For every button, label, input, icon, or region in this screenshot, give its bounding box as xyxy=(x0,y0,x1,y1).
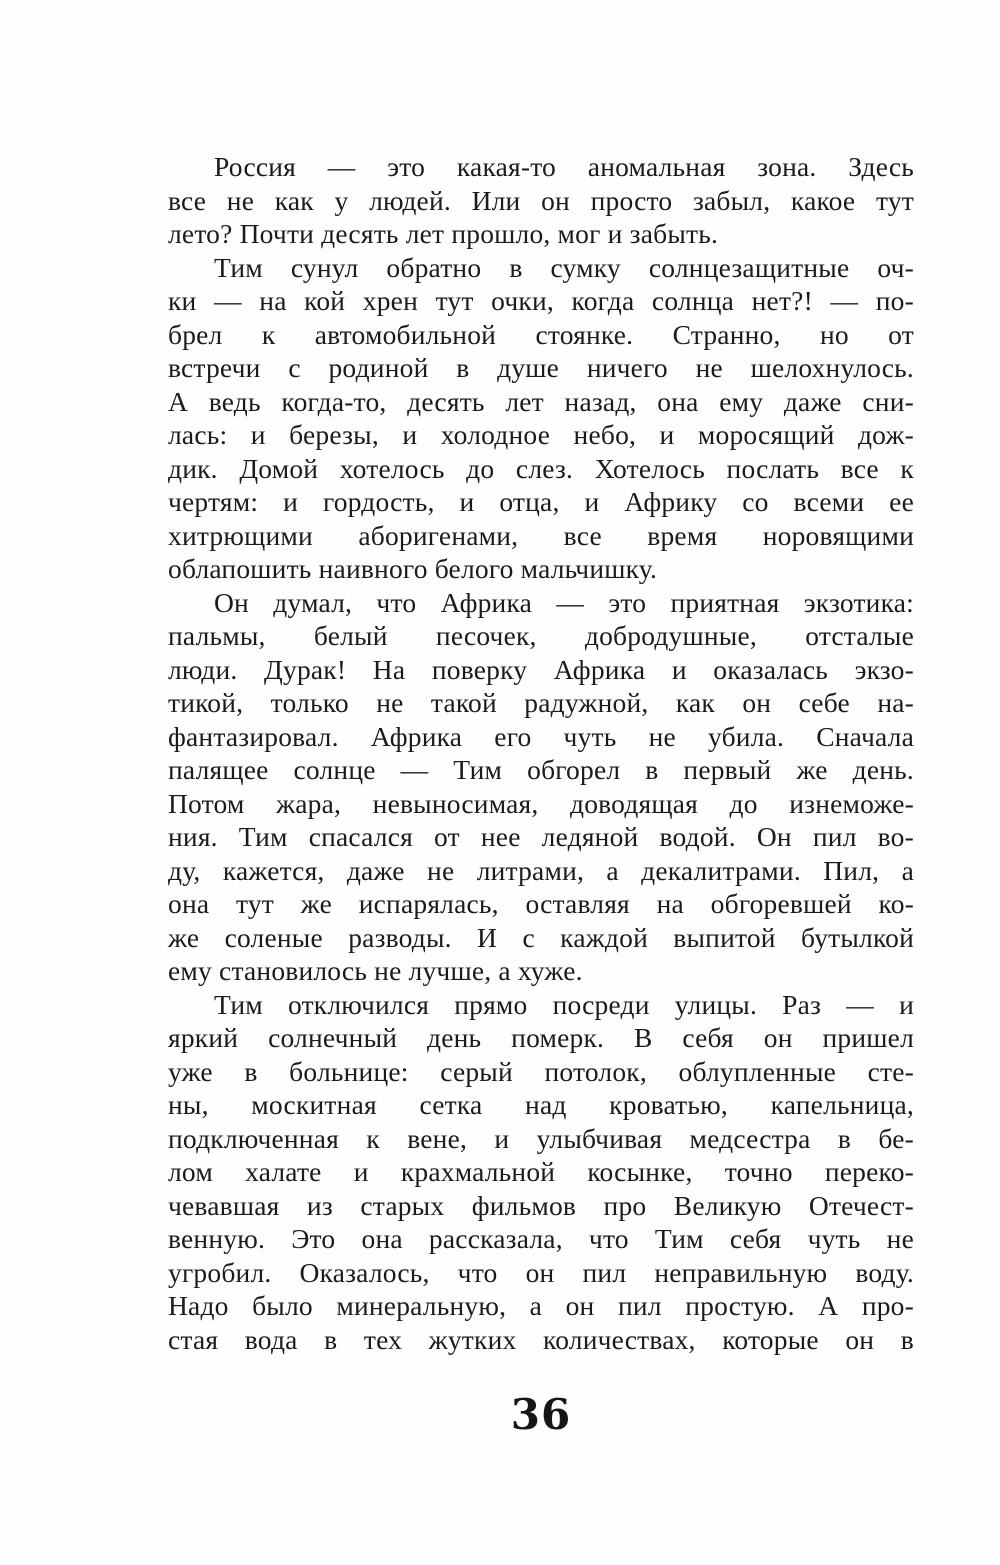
text-line: венную. Это она рассказала, что Тим себя чуть не xyxy=(168,1223,914,1254)
text-line: фантазировал. Африка его чуть не убила. Сначала xyxy=(168,720,914,752)
text-line: ны, москитная сетка над кроватью, капельница, xyxy=(168,1089,914,1120)
text-line: Россия — это какая-то аномальная зона. Здесь xyxy=(214,151,914,182)
text-line: Потом жара, невыносимая, доводящая до изнеможе- xyxy=(168,787,914,819)
text-block xyxy=(168,150,914,1356)
text-line: чертям: и гордость, и отца, и Африку со всеми ее xyxy=(168,486,914,517)
text-line: подключенная к вене, и улыбчивая медсестра в бе- xyxy=(168,1122,914,1154)
text-line: брел к автомобильной стоянке. Странно, но от xyxy=(168,318,914,350)
text-line: она тут же испарялась, оставляя на обгоревшей ко- xyxy=(168,888,914,919)
text-line: же соленые разводы. И с каждой выпитой бутылкой xyxy=(168,921,914,953)
text-line: Тим отключился прямо посреди улицы. Раз — и xyxy=(214,988,914,1020)
text-line: все не как у людей. Или он просто забыл, какое тут xyxy=(168,184,914,216)
text-line: палящее солнце — Тим обгорел в первый же день. xyxy=(168,754,914,785)
text-line: пальмы, белый песочек, добродушные, отсталые xyxy=(168,620,914,651)
text-line: люди. Дурак! На поверку Африка и оказалась экзо- xyxy=(168,653,914,685)
text-line: тикой, только не такой радужной, как он себе на- xyxy=(168,687,914,718)
text-line: Тим сунул обратно в сумку солнцезащитные оч- xyxy=(214,251,914,283)
text-line: Надо было минеральную, а он пил простую. А про- xyxy=(168,1290,914,1321)
text-line: ния. Тим спасался от нее ледяной водой. Он пил во- xyxy=(168,821,914,852)
text-line: дик. Домой хотелось до слез. Хотелось послать все к xyxy=(168,452,914,484)
text-line: А ведь когда-то, десять лет назад, она ему даже сни- xyxy=(168,385,914,417)
text-line: лето? Почти десять лет прошло, мог и забыть. xyxy=(168,218,719,249)
text-line: стая вода в тех жутких количествах, которые он в xyxy=(168,1323,914,1355)
paragraph xyxy=(168,251,914,586)
paragraph xyxy=(168,988,914,1357)
page-number: 36 xyxy=(510,1390,572,1439)
text-line: лась: и березы, и холодное небо, и моросящий дож- xyxy=(168,419,914,450)
text-line: яркий солнечный день померк. В себя он пришел xyxy=(168,1022,914,1053)
paragraph xyxy=(168,586,914,988)
text-line: встречи с родиной в душе ничего не шелохнулось. xyxy=(168,352,914,383)
text-line: Он думал, что Африка — это приятная экзотика: xyxy=(214,586,914,618)
text-line: лом халате и крахмальной косынке, точно переко- xyxy=(168,1156,914,1187)
text-line: облапошить наивного белого мальчишку. xyxy=(168,553,658,584)
paragraph xyxy=(168,150,914,251)
text-line: угробил. Оказалось, что он пил неправильную воду. xyxy=(168,1256,914,1288)
text-line: чевавшая из старых фильмов про Великую Отечест- xyxy=(168,1189,914,1221)
text-line: уже в больнице: серый потолок, облупленные сте- xyxy=(168,1055,914,1087)
text-line: ду, кажется, даже не литрами, а декалитрами. Пил, а xyxy=(168,854,914,886)
text-line: ки — на кой хрен тут очки, когда солнца нет?! — по- xyxy=(168,285,914,316)
text-line: ему становилось не лучше, а хуже. xyxy=(168,955,583,986)
text-line: хитрющими аборигенами, все время норовящими xyxy=(168,519,914,551)
